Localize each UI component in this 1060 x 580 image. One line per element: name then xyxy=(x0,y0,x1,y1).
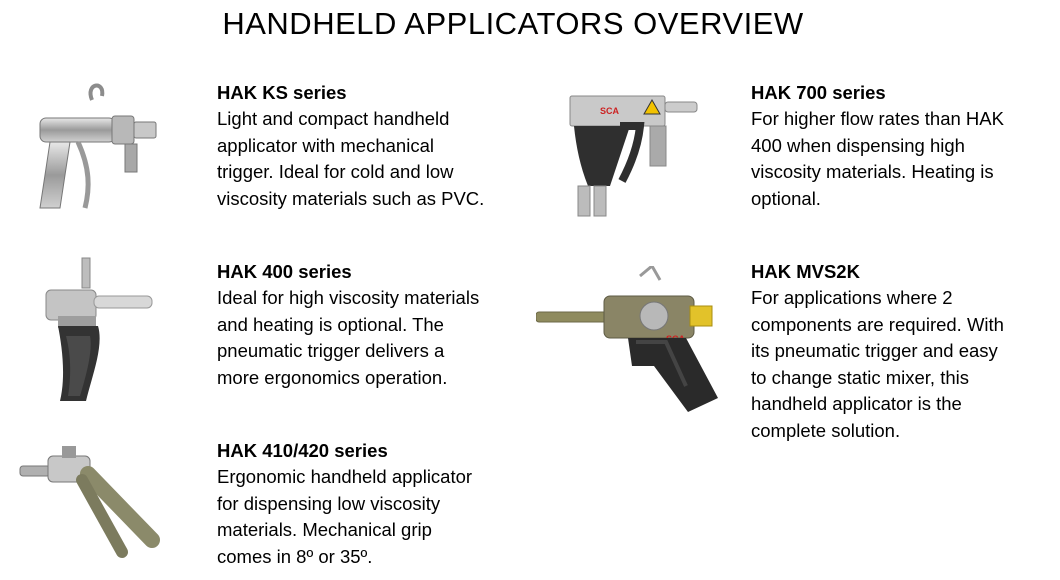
product-description: Ideal for high viscosity materials and heating is optional. The pneumatic trigger delivers a more ergonomics operation. xyxy=(217,287,480,388)
product-hak-mvs2k xyxy=(751,259,1051,444)
page-title: HANDHELD APPLICATORS OVERVIEW xyxy=(222,6,804,41)
product-description: For higher flow rates than HAK 400 when dispensing high viscosity materials. Heating is optional. xyxy=(751,108,1004,209)
product-description: Light and compact handheld applicator with mechanical trigger. Ideal for cold and low viscosity materials such as PVC. xyxy=(217,108,485,209)
grip-applicator-icon xyxy=(12,440,172,560)
product-hak-400 xyxy=(217,259,537,391)
two-component-applicator-icon xyxy=(536,266,736,416)
product-hak-ks xyxy=(217,80,537,212)
product-name: HAK 400 series xyxy=(217,261,352,282)
heated-applicator-icon xyxy=(560,86,705,226)
product-name: HAK KS series xyxy=(217,82,347,103)
product-hak-410-420 xyxy=(217,438,537,570)
product-description: For applications where 2 components are required. With its pneumatic trigger and easy to change static mixer, this handheld applicator is the complete solution. xyxy=(751,287,1004,441)
product-name: HAK 700 series xyxy=(751,82,886,103)
product-name: HAK 410/420 series xyxy=(217,440,388,461)
sca-logo: SCA xyxy=(600,106,620,116)
pneumatic-applicator-icon xyxy=(38,256,163,411)
product-description: Ergonomic handheld applicator for dispensing low viscosity materials. Mechanical grip comes in 8º or 35º. xyxy=(217,466,473,567)
product-name: HAK MVS2K xyxy=(751,261,860,282)
product-hak-700 xyxy=(751,80,1051,212)
spray-gun-icon xyxy=(30,78,170,218)
